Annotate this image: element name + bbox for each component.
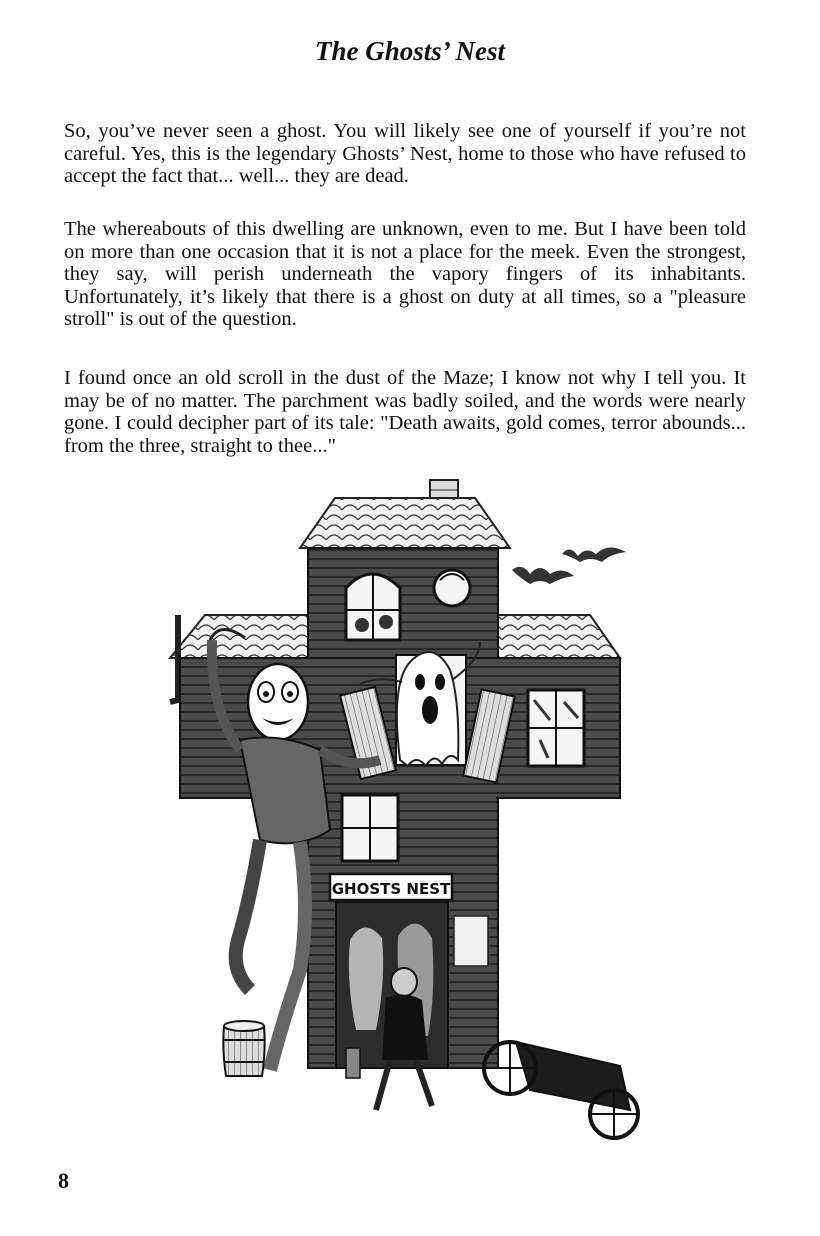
round-window [434, 570, 470, 606]
top-roof [300, 498, 510, 548]
cart [484, 1042, 638, 1138]
scroll-paragraph: I found once an old scroll in the dust of the Maze; I know not why I tell you. It may be of no matter. The parchment was badly soiled, and the words were nearly gone. I could decipher part of its tale: "Death awaits, gold comes, terror abounds... from the three, straight to thee..." [64, 367, 746, 457]
arched-window [346, 573, 400, 640]
haunted-house-illustration [150, 470, 650, 1160]
sign-text: GHOSTS NEST [331, 880, 451, 898]
page-number: 8 [58, 1168, 69, 1193]
right-window [528, 690, 584, 766]
page-title: The Ghosts’ Nest [314, 36, 505, 66]
left-roof [170, 615, 310, 658]
lower-window [342, 795, 398, 861]
intro-paragraph: So, you’ve never seen a ghost. You will likely see one of yourself if you’re not careful. Yes, this is the legendary Ghosts’ Nest, home to those who have refused to accept the fact that... well... they are dead. [64, 120, 746, 187]
whereabouts-paragraph: The whereabouts of this dwelling are unknown, even to me. But I have been told on more than one occasion that it is not a place for the meek. Even the strongest, they say, will perish underneath the vapory fingers of its inhabitants. Unfortunately, it’s likely that there is a ghost on duty at all times, so a "pleasure stroll" is out of the question. [64, 218, 746, 330]
ghosts-nest-sign [330, 874, 452, 900]
barrel [223, 1021, 264, 1076]
right-roof [495, 615, 620, 658]
notice-paper [454, 916, 488, 966]
bat-icon [512, 547, 626, 584]
